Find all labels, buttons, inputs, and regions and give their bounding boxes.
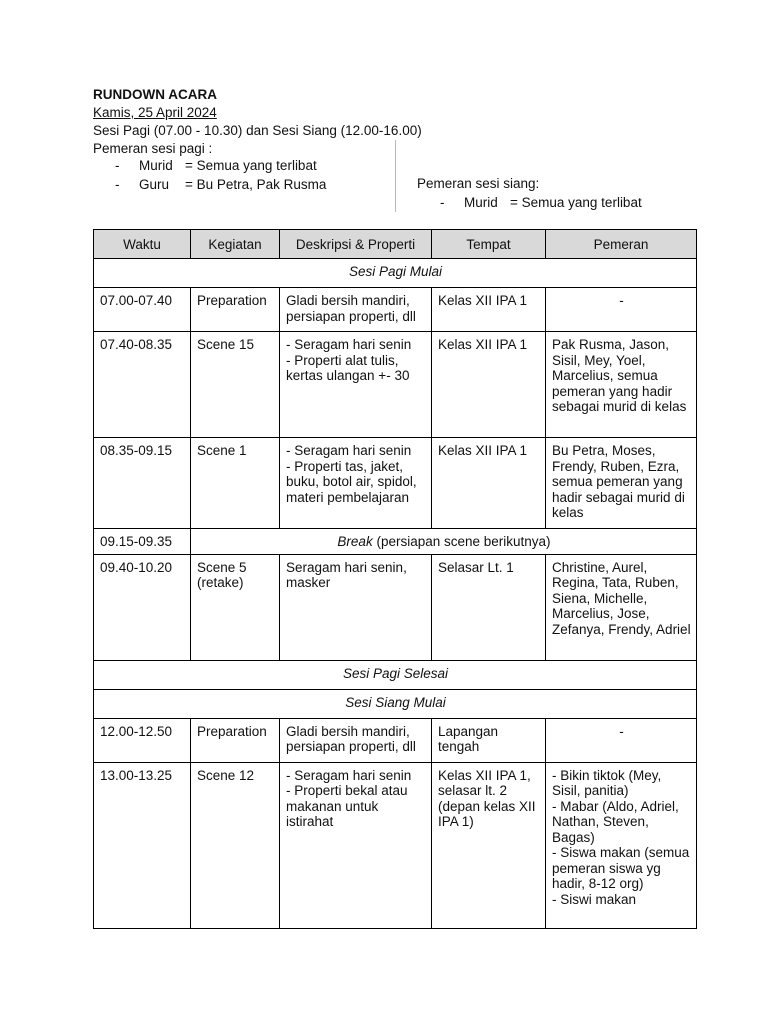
cell-waktu: 13.00-13.25 <box>94 762 191 928</box>
cell-deskripsi: - Seragam hari senin - Properti alat tulis, kertas ulangan +- 30 <box>280 332 432 438</box>
session-label: Sesi Pagi Selesai <box>94 660 697 689</box>
list-dash: - <box>115 158 120 173</box>
cell-deskripsi: Seragam hari senin, masker <box>280 554 432 660</box>
cast-role: Murid <box>464 195 498 210</box>
column-header-deskripsi: Deskripsi & Properti <box>280 230 432 259</box>
rundown-table <box>93 229 697 929</box>
cell-kegiatan: Preparation <box>191 288 280 332</box>
cell-tempat: Kelas XII IPA 1 <box>432 438 546 529</box>
cell-waktu: 07.40-08.35 <box>94 332 191 438</box>
cell-tempat: Kelas XII IPA 1 <box>432 332 546 438</box>
table-row <box>94 762 697 928</box>
cell-waktu: 09.15-09.35 <box>94 529 191 555</box>
pagi-cast-title: Pemeran sesi pagi : <box>93 141 213 156</box>
column-header-tempat: Tempat <box>432 230 546 259</box>
table-row <box>94 332 697 438</box>
cell-deskripsi: Gladi bersih mandiri, persiapan properti, dll <box>280 718 432 762</box>
column-divider <box>395 140 396 212</box>
cell-pemeran: Christine, Aurel, Regina, Tata, Ruben, Siena, Michelle, Marcelius, Jose, Zefanya, Frendy, Adriel <box>546 554 697 660</box>
cell-pemeran: - <box>546 288 697 332</box>
cell-tempat: Selasar Lt. 1 <box>432 554 546 660</box>
column-header-kegiatan: Kegiatan <box>191 230 280 259</box>
break-row <box>94 529 697 555</box>
cell-pemeran: - <box>546 718 697 762</box>
cast-value: = Semua yang terlibat <box>185 158 317 173</box>
cell-waktu: 08.35-09.15 <box>94 438 191 529</box>
cell-waktu: 12.00-12.50 <box>94 718 191 762</box>
table-row <box>94 554 697 660</box>
break-label: Break <box>337 534 373 549</box>
session-row <box>94 689 697 718</box>
cell-waktu: 09.40-10.20 <box>94 554 191 660</box>
cell-deskripsi: - Seragam hari senin - Properti bekal atau makanan untuk istirahat <box>280 762 432 928</box>
siang-cast-item-murid <box>440 193 642 212</box>
cell-pemeran: - Bikin tiktok (Mey, Sisil, panitia) - Mabar (Aldo, Adriel, Nathan, Steven, Bagas) - Siswa makan (semua pemeran siswa yg hadir, 8-12 org) - Siswi makan <box>546 762 697 928</box>
session-label: Sesi Pagi Mulai <box>94 259 697 288</box>
table-row <box>94 288 697 332</box>
cell-tempat: Kelas XII IPA 1, selasar lt. 2 (depan kelas XII IPA 1) <box>432 762 546 928</box>
cell-kegiatan: Scene 5 (retake) <box>191 554 280 660</box>
cell-deskripsi: Gladi bersih mandiri, persiapan properti, dll <box>280 288 432 332</box>
list-dash: - <box>115 177 120 192</box>
break-cell <box>191 529 697 555</box>
cell-pemeran: Bu Petra, Moses, Frendy, Ruben, Ezra, semua pemeran yang hadir sebagai murid di kelas <box>546 438 697 529</box>
pagi-cast-item-guru <box>115 175 326 194</box>
table-header-row <box>94 230 697 259</box>
session-label: Sesi Siang Mulai <box>94 689 697 718</box>
cell-kegiatan: Preparation <box>191 718 280 762</box>
cast-value: = Bu Petra, Pak Rusma <box>185 177 327 192</box>
cell-tempat: Kelas XII IPA 1 <box>432 288 546 332</box>
pagi-cast-item-murid <box>115 156 317 175</box>
cell-tempat: Lapangan tengah <box>432 718 546 762</box>
session-times: Sesi Pagi (07.00 - 10.30) dan Sesi Siang (12.00-16.00) <box>93 123 422 138</box>
cell-kegiatan: Scene 1 <box>191 438 280 529</box>
cell-pemeran: Pak Rusma, Jason, Sisil, Mey, Yoel, Marcelius, semua pemeran yang hadir sebagai murid di kelas <box>546 332 697 438</box>
cast-role: Guru <box>139 177 170 192</box>
siang-cast-title: Pemeran sesi siang: <box>417 176 540 191</box>
table-row <box>94 438 697 529</box>
table-row <box>94 718 697 762</box>
session-row <box>94 660 697 689</box>
cast-value: = Semua yang terlibat <box>510 195 642 210</box>
cast-role: Murid <box>139 158 173 173</box>
document-title: RUNDOWN ACARA <box>93 87 217 102</box>
break-note: (persiapan scene berikutnya) <box>372 534 551 549</box>
list-dash: - <box>440 195 445 210</box>
column-header-waktu: Waktu <box>94 230 191 259</box>
cell-waktu: 07.00-07.40 <box>94 288 191 332</box>
cell-kegiatan: Scene 15 <box>191 332 280 438</box>
column-header-pemeran: Pemeran <box>546 230 697 259</box>
cell-kegiatan: Scene 12 <box>191 762 280 928</box>
session-row <box>94 259 697 288</box>
cell-deskripsi: - Seragam hari senin - Properti tas, jaket, buku, botol air, spidol, materi pembelajaran <box>280 438 432 529</box>
event-date: Kamis, 25 April 2024 <box>93 105 217 120</box>
